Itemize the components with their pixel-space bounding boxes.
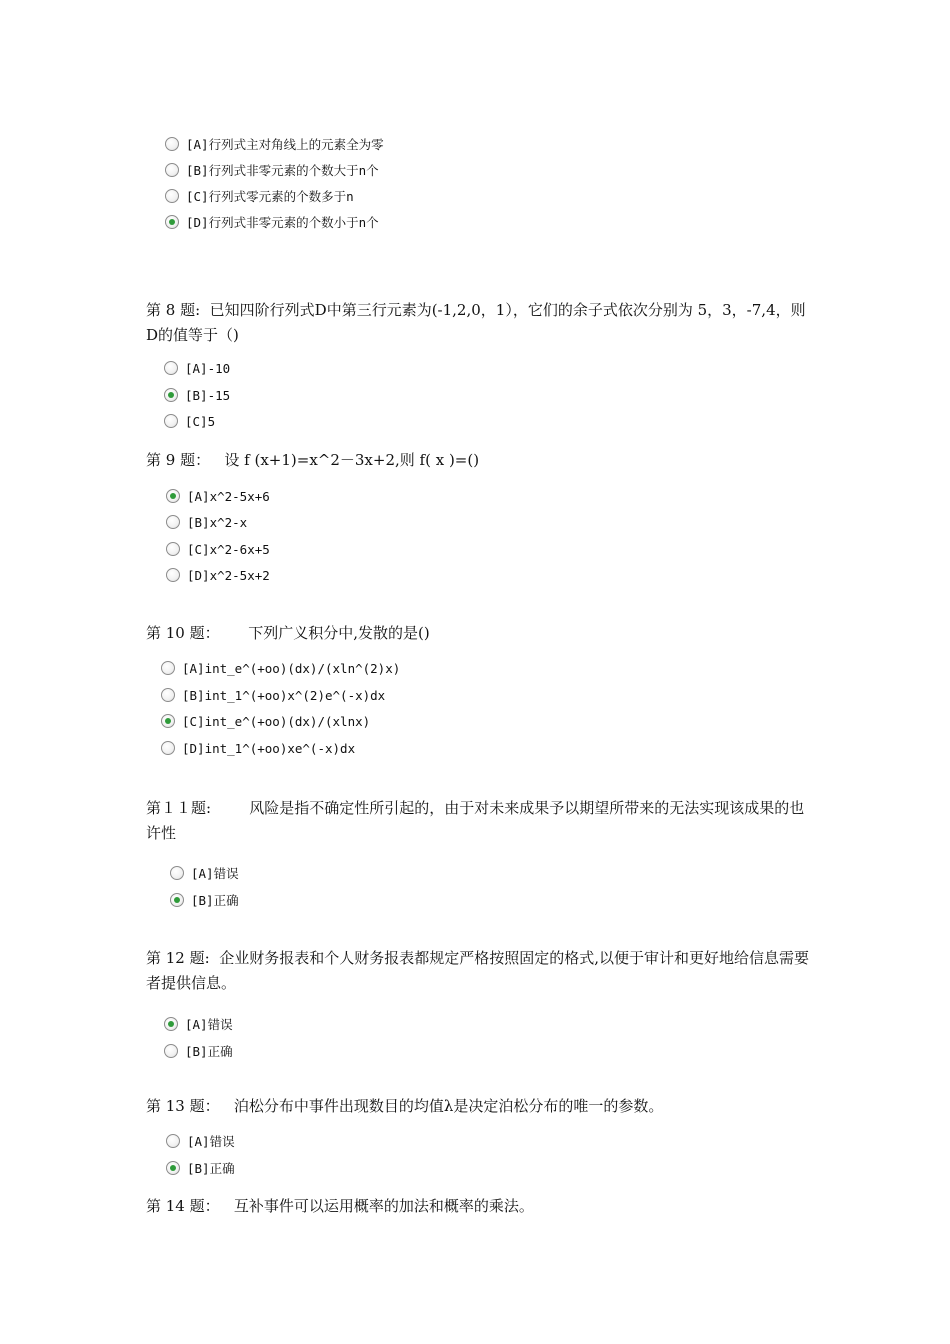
option-label: [C]int_e^(+oo)(dx)/(xlnx): [182, 713, 371, 729]
question-13-text: 第 13 题： 泊松分布中事件出现数目的均值λ是决定泊松分布的唯一的参数。: [146, 1097, 664, 1115]
q11-option-b[interactable]: [170, 891, 239, 909]
option-label: [C]行列式零元素的个数多于n: [186, 189, 354, 204]
radio-icon[interactable]: [166, 489, 180, 503]
option-label: [B]正确: [185, 1044, 233, 1059]
option-label: [A]行列式主对角线上的元素全为零: [186, 137, 384, 152]
q8-option-b[interactable]: [164, 386, 230, 404]
option-label: [B]正确: [191, 893, 239, 908]
radio-icon[interactable]: [166, 542, 180, 556]
option-label: [A]-10: [185, 360, 231, 376]
q7-option-d[interactable]: [165, 213, 379, 231]
q13-option-b[interactable]: [166, 1159, 235, 1177]
q10-option-a[interactable]: [161, 659, 400, 677]
option-label: [D]行列式非零元素的个数小于n个: [186, 215, 379, 230]
option-label: [B]正确: [187, 1161, 235, 1176]
option-label: [C]x^2-6x+5: [187, 541, 270, 557]
radio-icon[interactable]: [166, 568, 180, 582]
q7-option-b[interactable]: [165, 161, 379, 179]
radio-icon[interactable]: [161, 661, 175, 675]
radio-icon[interactable]: [166, 515, 180, 529]
radio-icon[interactable]: [165, 137, 179, 151]
question-9-text: 第 9 题： 设 f (x+1)=x^2－3x+2,则 f( x )=(): [146, 451, 480, 469]
option-label: [C]5: [185, 413, 216, 429]
q9-option-d[interactable]: [166, 566, 270, 584]
q9-option-b[interactable]: [166, 513, 247, 531]
option-label: [D]x^2-5x+2: [187, 567, 270, 583]
q9-option-a[interactable]: [166, 487, 270, 505]
question-8-text: 第 8 题: 已知四阶行列式D中第三行元素为(-1,2,0，1），它们的余子式依次分别为 5，3，-7,4，则D的值等于（): [146, 301, 806, 344]
q7-option-c[interactable]: [165, 187, 354, 205]
radio-icon[interactable]: [166, 1134, 180, 1148]
radio-icon[interactable]: [170, 866, 184, 880]
radio-icon[interactable]: [164, 388, 178, 402]
radio-icon[interactable]: [164, 361, 178, 375]
radio-icon[interactable]: [164, 1017, 178, 1031]
option-label: [B]行列式非零元素的个数大于n个: [186, 163, 379, 178]
radio-icon[interactable]: [170, 893, 184, 907]
q7-option-a[interactable]: [165, 135, 384, 153]
radio-icon[interactable]: [165, 189, 179, 203]
option-label: [B]-15: [185, 387, 231, 403]
q9-option-c[interactable]: [166, 540, 270, 558]
option-label: [B]x^2-x: [187, 514, 248, 530]
question-12-text: 第 12 题: 企业财务报表和个人财务报表都规定严格按照固定的格式,以便于审计和更好地给信息需要者提供信息。: [146, 949, 809, 992]
radio-icon[interactable]: [164, 414, 178, 428]
option-label: [A]int_e^(+oo)(dx)/(xln^(2)x): [182, 660, 401, 676]
q13-option-a[interactable]: [166, 1132, 235, 1150]
question-14-text: 第 14 题： 互补事件可以运用概率的加法和概率的乘法。: [146, 1197, 534, 1215]
q10-option-b[interactable]: [161, 686, 385, 704]
question-10-text: 第 10 题： 下列广义积分中,发散的是(): [146, 624, 430, 642]
option-label: [D]int_1^(+oo)xe^(-x)dx: [182, 740, 356, 756]
radio-icon[interactable]: [161, 714, 175, 728]
question-11-text: 第１１题: 风险是指不确定性所引起的，由于对未来成果予以期望所带来的无法实现该成果的也许性: [146, 799, 805, 842]
q8-option-a[interactable]: [164, 359, 230, 377]
q10-option-c[interactable]: [161, 712, 370, 730]
option-label: [A]x^2-5x+6: [187, 488, 270, 504]
radio-icon[interactable]: [165, 163, 179, 177]
q11-option-a[interactable]: [170, 864, 239, 882]
q10-option-d[interactable]: [161, 739, 355, 757]
radio-icon[interactable]: [161, 688, 175, 702]
option-label: [A]错误: [187, 1134, 235, 1149]
q12-option-a[interactable]: [164, 1015, 233, 1033]
q8-option-c[interactable]: [164, 412, 215, 430]
radio-icon[interactable]: [161, 741, 175, 755]
option-label: [A]错误: [191, 866, 239, 881]
radio-icon[interactable]: [164, 1044, 178, 1058]
radio-icon[interactable]: [166, 1161, 180, 1175]
option-label: [B]int_1^(+oo)x^(2)e^(-x)dx: [182, 687, 386, 703]
option-label: [A]错误: [185, 1017, 233, 1032]
radio-icon[interactable]: [165, 215, 179, 229]
q12-option-b[interactable]: [164, 1042, 233, 1060]
